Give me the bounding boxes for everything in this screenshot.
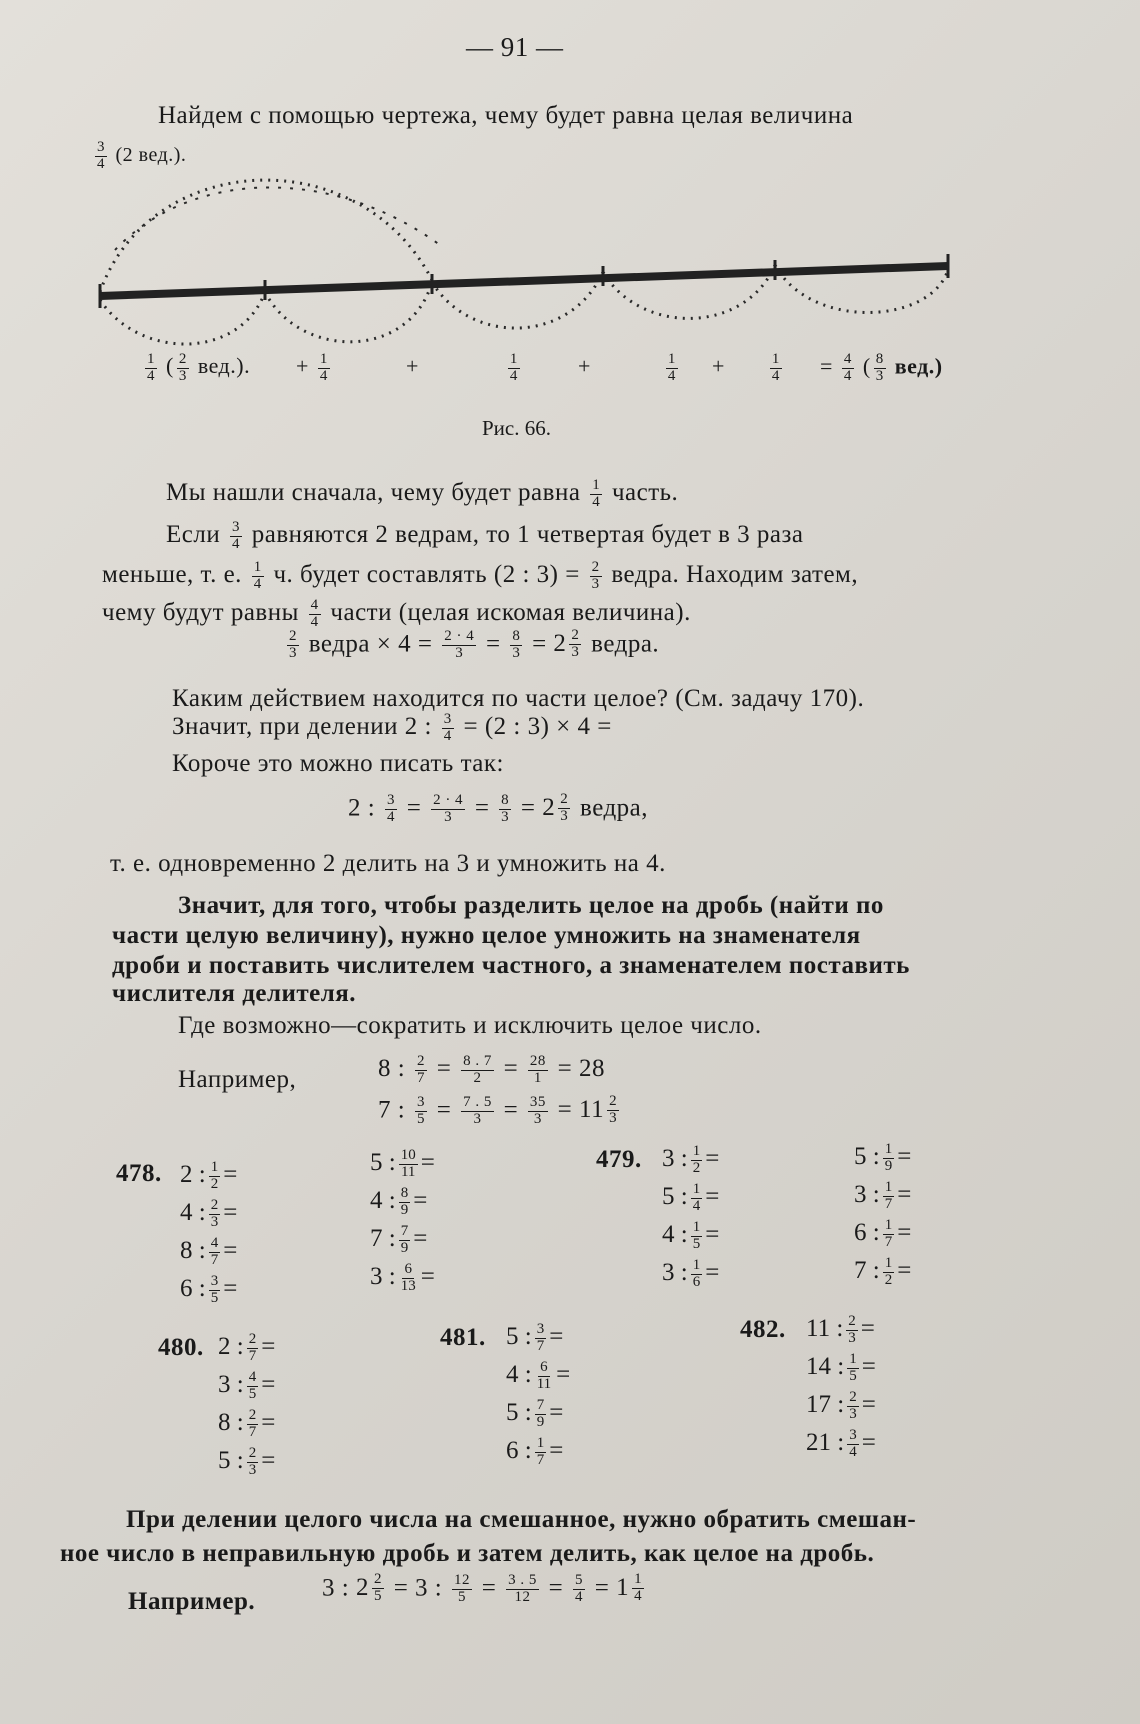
rule1-line-4: числителя делителя.	[112, 980, 357, 1007]
exercise-item: 6 : $\frac{1}{7}$ =	[506, 1435, 564, 1468]
exercise-item: 17 : $\frac{2}{3}$ =	[806, 1389, 876, 1422]
label-1: $\frac{1}{4}$ ( $\frac{2}{3}$ вед.).	[147, 351, 251, 384]
exercise-item: 3 : $\frac{6}{13}$ =	[370, 1261, 435, 1294]
exercise-item: 6 : $\frac{1}{7}$ =	[854, 1217, 912, 1250]
label-2: + $\frac{1}{4}$	[296, 351, 328, 384]
example1-label: Например,	[178, 1066, 297, 1093]
exercise-item: 4 : $\frac{8}{9}$ =	[370, 1185, 428, 1218]
exercise-item: 14 : $\frac{1}{5}$ =	[806, 1351, 876, 1384]
exercise-482-number: 482.	[740, 1316, 786, 1343]
example1-row-2: 7 : $\frac{3}{5}$ = $\frac{7 . 5}{3}$ = $\frac{35}{3}$ = 11 $\frac{2}{3}$	[378, 1093, 618, 1128]
exercise-481-number: 481.	[440, 1324, 486, 1351]
page-number: — 91 —	[466, 32, 564, 62]
exercise-item: 4 : $\frac{1}{5}$ =	[662, 1219, 720, 1252]
exercise-item: 2 : $\frac{1}{2}$ =	[180, 1159, 238, 1192]
number-line	[100, 266, 948, 296]
exercise-item: 3 : $\frac{1}{6}$ =	[662, 1257, 720, 1290]
exercise-479-number: 479.	[596, 1146, 642, 1173]
para2-line-1: Если $\frac{3}{4}$ равняются 2 ведрам, то 1 четвертая будет в 3 раза	[166, 519, 804, 552]
intro-line-1: Найдем с помощью чертежа, чему будет равна целая величина	[158, 102, 854, 129]
example1-row-1: 8 : $\frac{2}{7}$ = $\frac{8 . 7}{2}$ = $\frac{28}{1}$ = 28	[378, 1053, 606, 1086]
exercise-item: 11 : $\frac{2}{3}$ =	[806, 1313, 875, 1346]
intro-line-2: $\frac{3}{4}$ (2 вед.).	[97, 139, 187, 172]
rule2-line-2: ное число в неправильную дробь и затем делить, как целое на дробь.	[60, 1540, 875, 1567]
example2-label: Например.	[128, 1588, 256, 1615]
upper-arc	[100, 180, 440, 292]
para3-line-1: Каким действием находится по части целое? (См. задачу 170).	[172, 685, 865, 712]
exercise-item: 4 : $\frac{2}{3}$ =	[180, 1197, 238, 1230]
exercise-item: 3 : $\frac{4}{5}$ =	[218, 1369, 276, 1402]
exercise-item: 21 : $\frac{3}{4}$ =	[806, 1427, 876, 1460]
label-5: + $\frac{1}{4}$	[712, 351, 780, 384]
exercise-item: 4 : $\frac{6}{11}$ =	[506, 1359, 571, 1392]
exercise-item: 5 : $\frac{10}{11}$ =	[370, 1147, 435, 1180]
exercise-item: 7 : $\frac{1}{2}$ =	[854, 1255, 912, 1288]
exercise-item: 3 : $\frac{1}{7}$ =	[854, 1179, 912, 1212]
exercise-item: 5 : $\frac{1}{9}$ =	[854, 1141, 912, 1174]
para3-line-2: Значит, при делении 2 : $\frac{3}{4}$ = (2 : 3) × 4 =	[172, 711, 612, 744]
intro-fraction: $\frac{3}{4}$	[97, 139, 105, 172]
rule1-line-2: части целую величину), нужно целое умножить на знаменателя	[112, 922, 861, 949]
example2-expression: 3 : 2 $\frac{2}{5}$ = 3 : $\frac{12}{5}$ = $\frac{3 . 5}{12}$ = $\frac{5}{4}$ = 1 $\frac{1}{4}$	[322, 1571, 643, 1606]
para2-line-2: меньше, т. е. $\frac{1}{4}$ ч. будет составлять (2 : 3) = $\frac{2}{3}$ ведра. Находим затем,	[102, 559, 859, 592]
para3-line-3: Короче это можно писать так:	[172, 750, 504, 777]
exercise-item: 5 : $\frac{3}{7}$ =	[506, 1321, 564, 1354]
figure-caption: Рис. 66.	[482, 416, 551, 440]
calc1: $\frac{2}{3}$ ведра × 4 = $\frac{2 \cdot 4}{3}$ = $\frac{8}{3}$ = 2 $\frac{2}{3}$ ведра.	[289, 627, 660, 662]
rule2-line-1: При делении целого числа на смешанное, нужно обратить смешан-	[126, 1506, 917, 1533]
label-result: = $\frac{4}{4}$ ( $\frac{8}{3}$ вед.)	[820, 351, 943, 384]
exercise-478-number: 478.	[116, 1160, 162, 1187]
label-4: + $\frac{1}{4}$	[578, 351, 676, 384]
para4: т. е. одновременно 2 делить на 3 и умножить на 4.	[110, 850, 666, 877]
exercise-item: 6 : $\frac{3}{5}$ =	[180, 1273, 238, 1306]
label-3: + $\frac{1}{4}$	[406, 351, 518, 384]
exercise-item: 5 : $\frac{2}{3}$ =	[218, 1445, 276, 1478]
exercise-item: 5 : $\frac{1}{4}$ =	[662, 1181, 720, 1214]
exercise-item: 7 : $\frac{7}{9}$ =	[370, 1223, 428, 1256]
rule1-line-1: Значит, для того, чтобы разделить целое на дробь (найти по	[178, 892, 884, 919]
para1: Мы нашли сначала, чему будет равна $\frac{1}{4}$ часть.	[166, 477, 679, 510]
exercise-item: 5 : $\frac{7}{9}$ =	[506, 1397, 564, 1430]
exercise-480-number: 480.	[158, 1334, 204, 1361]
lower-arcs	[100, 265, 948, 344]
exercise-item: 2 : $\frac{2}{7}$ =	[218, 1331, 276, 1364]
para5: Где возможно—сократить и исключить целое число.	[178, 1012, 762, 1039]
exercise-item: 8 : $\frac{2}{7}$ =	[218, 1407, 276, 1440]
exercise-item: 8 : $\frac{4}{7}$ =	[180, 1235, 238, 1268]
rule1-line-3: дроби и поставить числителем частного, а знаменателем поставить	[112, 952, 910, 979]
figure-labels	[142, 352, 250, 385]
exercise-item: 3 : $\frac{1}{2}$ =	[662, 1143, 720, 1176]
para2-line-3: чему будут равны $\frac{4}{4}$ части (целая искомая величина).	[102, 597, 691, 630]
calc2: 2 : $\frac{3}{4}$ = $\frac{2 \cdot 4}{3}$ = $\frac{8}{3}$ = 2 $\frac{2}{3}$ ведра,	[348, 791, 649, 826]
